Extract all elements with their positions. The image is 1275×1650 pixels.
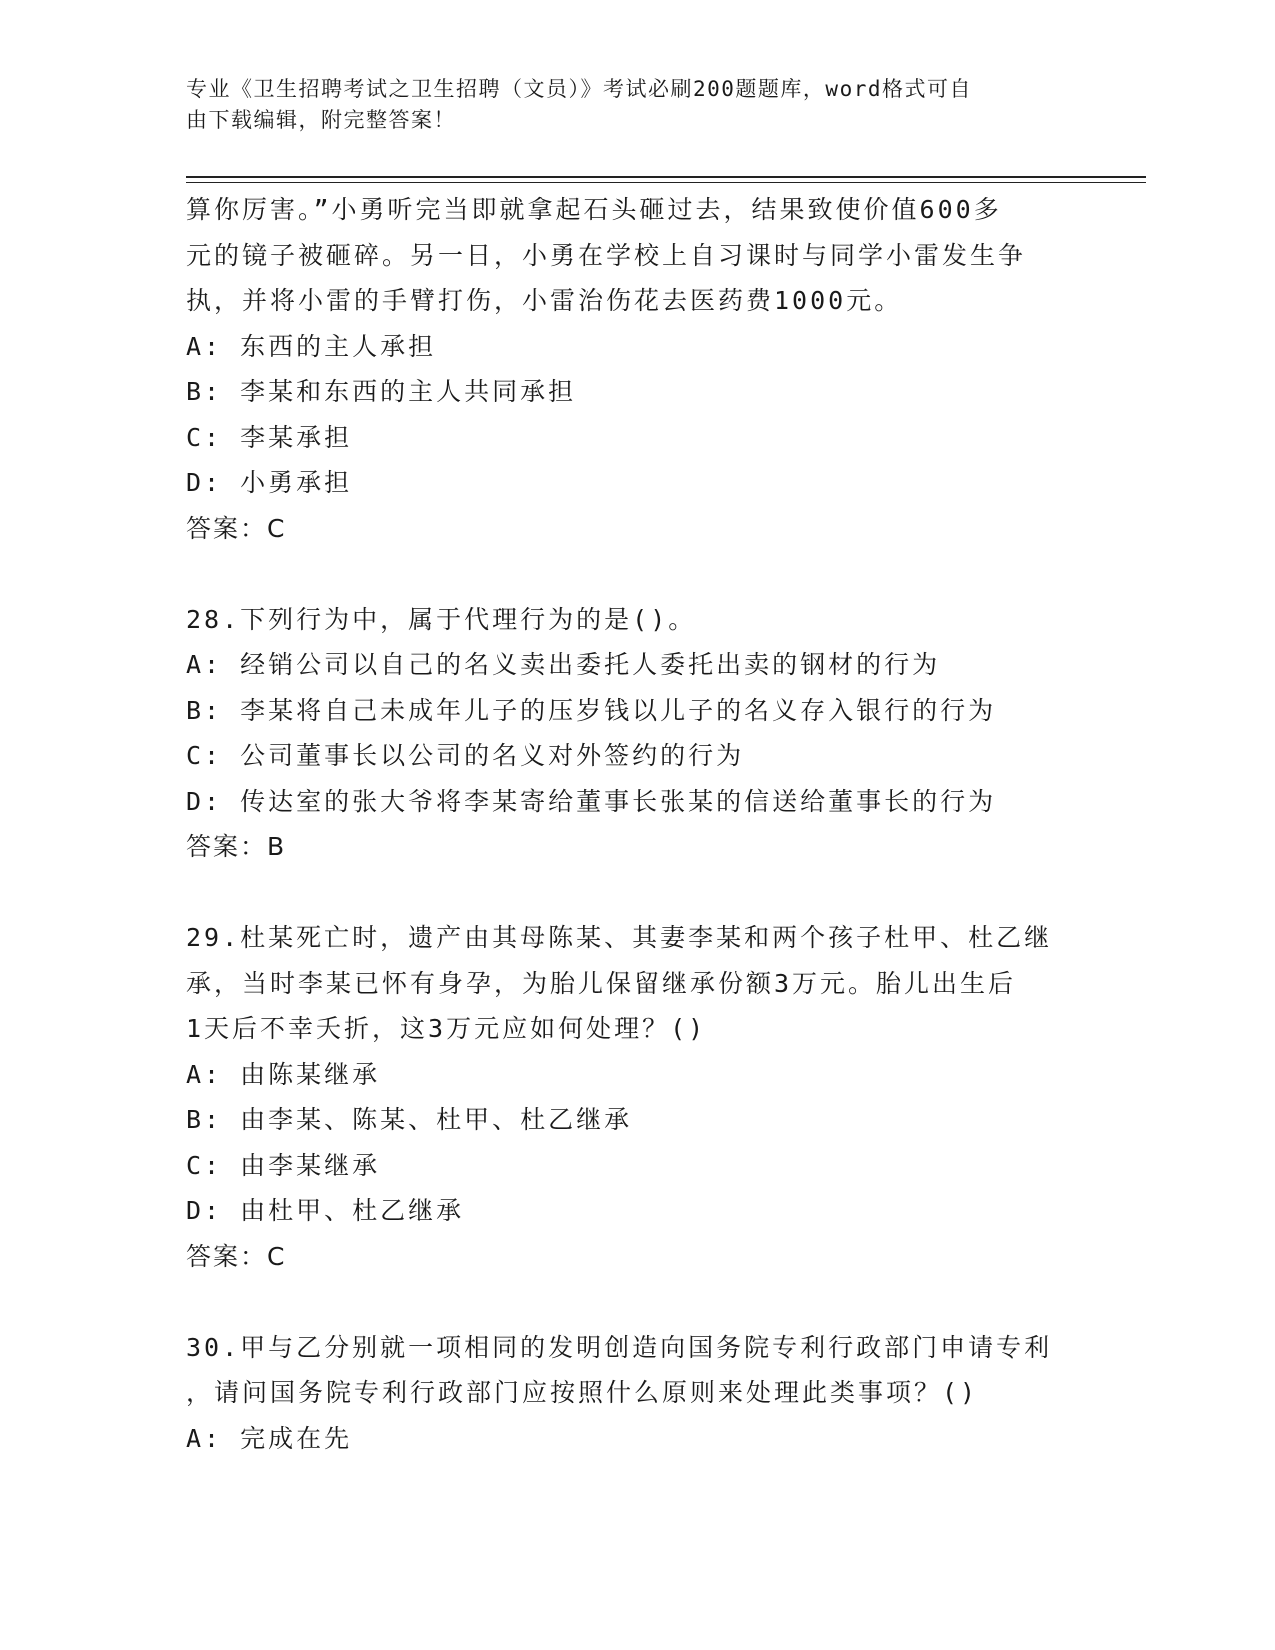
question-spacer <box>186 551 1086 597</box>
option-text: 东西的主人承担 <box>240 331 437 361</box>
question-text-line: 算你厉害。”小勇听完当即就拿起石头砸过去，结果致使价值600多 <box>186 195 1002 224</box>
question-29 <box>186 915 1086 1279</box>
option-letter: C: <box>186 741 223 770</box>
option-text: 由李某、陈某、杜甲、杜乙继承 <box>240 1105 633 1134</box>
option-text: 经销公司以自己的名义卖出委托人委托出卖的钢材的行为 <box>240 650 941 679</box>
option-text: 李某将自己未成年儿子的压岁钱以儿子的名义存入银行的行为 <box>240 695 997 725</box>
option-letter: B: <box>186 695 223 725</box>
option-letter: A: <box>186 1423 223 1453</box>
question-27 <box>186 187 1086 551</box>
option-text: 由陈某继承 <box>240 1059 381 1089</box>
option-text: 李某和东西的主人共同承担 <box>240 377 577 406</box>
question-28 <box>186 597 1086 870</box>
option-letter: C: <box>186 1150 223 1180</box>
option-letter: B: <box>186 1105 223 1134</box>
option-letter: A: <box>186 331 223 361</box>
option-text: 公司董事长以公司的名义对外签约的行为 <box>240 741 745 770</box>
answer-line: 答案：C <box>186 1241 287 1271</box>
answer-line: 答案：B <box>186 832 287 861</box>
option-text: 小勇承担 <box>240 468 353 497</box>
option-letter: B: <box>186 377 223 406</box>
question-text-line: 30.甲与乙分别就一项相同的发明创造向国务院专利行政部门申请专利 <box>186 1332 1053 1362</box>
option-d <box>186 779 1086 825</box>
option-b <box>186 688 1086 734</box>
option-letter: C: <box>186 422 223 452</box>
option-text: 传达室的张大爷将李某寄给董事长张某的信送给董事长的行为 <box>240 786 997 816</box>
option-letter: D: <box>186 468 223 497</box>
question-text-line: ，请问国务院专利行政部门应按照什么原则来处理此类事项？() <box>186 1378 979 1407</box>
header-line-1: 专业《卫生招聘考试之卫生招聘（文员）》考试必刷200题题库，word格式可自 <box>186 77 972 101</box>
option-text: 由杜甲、杜乙继承 <box>240 1196 465 1225</box>
question-text-line: 执，并将小雷的手臂打伤，小雷治伤花去医药费1000元。 <box>186 286 903 315</box>
option-a <box>186 1416 1086 1462</box>
question-text-line: 承，当时李某已怀有身孕，为胎儿保留继承份额3万元。胎儿出生后 <box>186 968 1017 998</box>
option-b <box>186 369 1086 415</box>
question-spacer <box>186 1279 1086 1325</box>
question-spacer <box>186 870 1086 916</box>
question-text-line: 29.杜某死亡时，遗产由其母陈某、其妻李某和两个孩子杜甲、杜乙继 <box>186 923 1053 952</box>
answer-line: 答案：C <box>186 513 287 543</box>
option-letter: D: <box>186 786 223 816</box>
header-divider <box>186 176 1146 183</box>
option-text: 完成在先 <box>240 1423 353 1453</box>
option-d <box>186 460 1086 506</box>
question-text-line: 元的镜子被砸碎。另一日，小勇在学校上自习课时与同学小雷发生争 <box>186 240 1027 270</box>
option-text: 由李某继承 <box>240 1150 381 1180</box>
question-text-line: 28.下列行为中，属于代理行为的是()。 <box>186 604 697 634</box>
option-letter: D: <box>186 1196 223 1225</box>
page-header <box>186 74 1066 136</box>
question-content <box>186 187 1086 1461</box>
option-d <box>186 1188 1086 1234</box>
option-b <box>186 1097 1086 1143</box>
option-a <box>186 642 1086 688</box>
option-letter: A: <box>186 650 223 679</box>
option-c <box>186 733 1086 779</box>
question-text-line: 1天后不幸夭折，这3万元应如何处理？() <box>186 1014 707 1043</box>
option-c <box>186 415 1086 461</box>
header-line-2: 由下载编辑，附完整答案！ <box>186 108 456 132</box>
option-a <box>186 324 1086 370</box>
option-a <box>186 1052 1086 1098</box>
option-c <box>186 1143 1086 1189</box>
option-letter: A: <box>186 1059 223 1089</box>
question-30 <box>186 1325 1086 1462</box>
option-text: 李某承担 <box>240 422 353 452</box>
